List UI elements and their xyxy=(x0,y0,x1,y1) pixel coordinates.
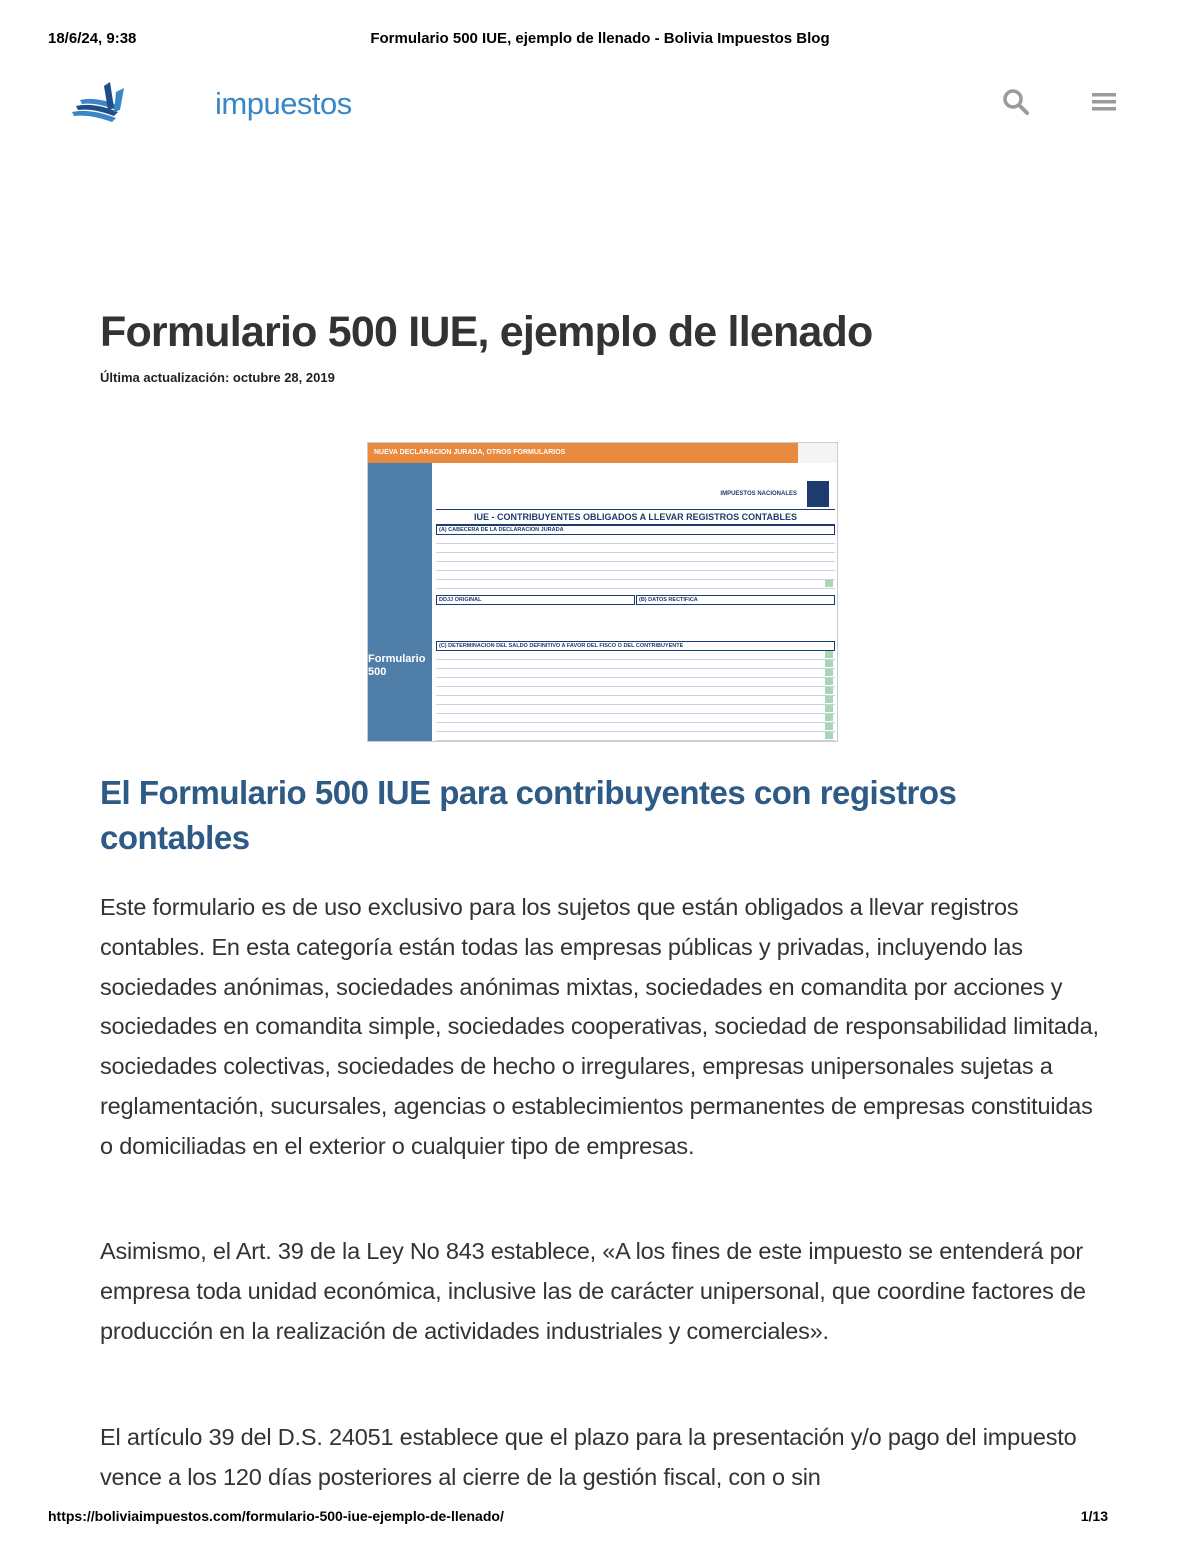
form-row xyxy=(436,732,835,741)
form-title: IUE - CONTRIBUYENTES OBLIGADOS A LLEVAR REGISTROS CONTABLES xyxy=(436,509,835,525)
form-row xyxy=(436,723,835,732)
form-row xyxy=(436,535,835,544)
print-header xyxy=(48,30,1152,50)
form-cell xyxy=(825,705,833,712)
form-section-a: (A) CABECERA DE LA DECLARACION JURADA xyxy=(436,525,835,535)
form-row xyxy=(436,660,835,669)
form-cell xyxy=(825,741,833,742)
form-row xyxy=(436,580,835,589)
article-paragraph-3: El artículo 39 del D.S. 24051 establece que el plazo para la presentación y/o pago del impuesto vence a los 120 días posteriores al cierre de la gestión fiscal, con o sin xyxy=(100,1424,1077,1490)
form-sidebar xyxy=(368,463,432,741)
form-cell xyxy=(825,678,833,685)
form-section-a-rows xyxy=(436,535,835,589)
form-row xyxy=(436,571,835,580)
hamburger-menu-icon[interactable] xyxy=(1090,90,1118,114)
article-subtitle: El Formulario 500 IUE para contribuyentes con registros contables xyxy=(100,774,957,856)
form-row xyxy=(436,696,835,705)
print-footer xyxy=(48,1508,1152,1528)
last-updated: Última actualización: octubre 28, 2019 xyxy=(100,370,335,385)
article-title: Formulario 500 IUE, ejemplo de llenado xyxy=(100,308,873,356)
form-500-screenshot xyxy=(367,442,838,742)
form-section-c: (C) DETERMINACION DEL SALDO DEFINITIVO A FAVOR DEL FISCO O DEL CONTRIBUYENTE xyxy=(436,641,835,651)
form-row xyxy=(436,651,835,660)
form-row xyxy=(436,544,835,553)
site-name-link[interactable]: impuestos xyxy=(215,86,352,121)
form-cell xyxy=(825,669,833,676)
article-paragraph-1: Este formulario es de uso exclusivo para los sujetos que están obligados a llevar registros contables. En esta categoría están todas las empresas públicas y privadas, incluyendo las sociedades anónimas, sociedades anónimas mixtas, sociedades en comandita por acciones y sociedades en comandita simple, sociedades cooperativas, sociedad de responsabilidad limitada, sociedades colectivas, sociedades de hecho o irregulares, empresas unipersonales sujetas a reglamentación, sucursales, agencias o establecimientos permanentes de empresas constituidas o domiciliadas en el exterior o cualquier tipo de empresas. xyxy=(100,894,1099,1159)
print-url: https://boliviaimpuestos.com/formulario-500-iue-ejemplo-de-llenado/ xyxy=(48,1508,504,1524)
form-cell xyxy=(825,714,833,721)
form-section-b2: (B) DATOS RECTIFICA xyxy=(636,595,835,605)
form-section-b: DDJJ ORIGINAL xyxy=(436,595,635,605)
form-cell xyxy=(825,687,833,694)
form-row xyxy=(436,678,835,687)
print-page-number: 1/13 xyxy=(1080,1508,1108,1524)
form-row xyxy=(436,741,835,742)
form-cell xyxy=(825,660,833,667)
form-row xyxy=(436,669,835,678)
book-stack-logo-icon[interactable] xyxy=(70,78,130,130)
form-cell xyxy=(825,696,833,703)
article-paragraph-2: Asimismo, el Art. 39 de la Ley No 843 establece, «A los fines de este impuesto se entenderá por empresa toda unidad económica, inclusive las de carácter unipersonal, que coordine factores de producción en la realización de actividades industriales y comerciales». xyxy=(100,1238,1086,1344)
form-row xyxy=(436,687,835,696)
form-topbar: NUEVA DECLARACION JURADA, OTROS FORMULARIOS xyxy=(368,443,798,463)
form-topbar-rest xyxy=(798,443,837,463)
form-area xyxy=(436,471,835,741)
print-datetime: 18/6/24, 9:38 xyxy=(48,30,137,47)
form-cell xyxy=(825,580,833,587)
form-cell xyxy=(825,651,833,658)
form-cell xyxy=(825,732,833,739)
form-row xyxy=(436,714,835,723)
form-section-c-rows xyxy=(436,651,835,742)
form-row xyxy=(436,562,835,571)
site-header xyxy=(0,72,1200,132)
form-row xyxy=(436,553,835,562)
form-row xyxy=(436,705,835,714)
form-sidebar-label: Formulario 500 xyxy=(368,653,426,678)
agency-logo-icon xyxy=(807,481,829,507)
print-doc-title: Formulario 500 IUE, ejemplo de llenado - Bolivia Impuestos Blog xyxy=(370,30,830,47)
form-cell xyxy=(825,723,833,730)
search-icon[interactable] xyxy=(1002,88,1030,116)
form-agency: IMPUESTOS NACIONALES xyxy=(720,491,797,497)
